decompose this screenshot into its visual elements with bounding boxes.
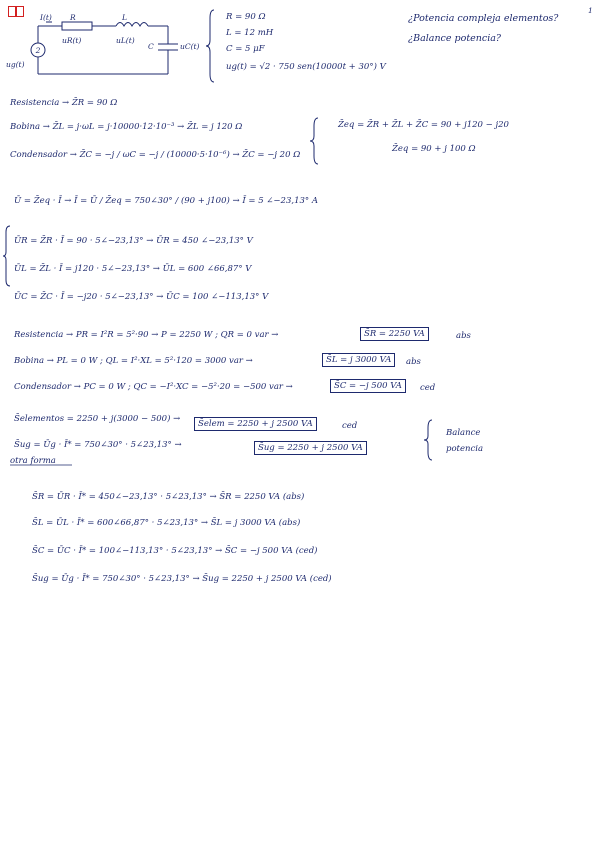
power-elements-tag: ced (342, 421, 358, 431)
question-power: ¿Potencia compleja elementos? (408, 13, 559, 24)
power-generator: S̄ug = Ūg · Ī* = 750∠30° · 5∠23,13° → (14, 440, 182, 450)
power-capacitor: Condensador → PC = 0 W ; QC = −I²·XC = −5²·20 = −500 var → (14, 382, 293, 392)
resistor-label: R (70, 13, 76, 22)
power-coil-result: S̄L = j 3000 VA (322, 353, 395, 367)
given-l: L = 12 mH (226, 28, 274, 38)
power-resistor: Resistencia → PR = I²R = 5²·90 → P = 2250 W ; QR = 0 var → (14, 330, 279, 340)
impedance-resistor: Resistencia → Z̄R = 90 Ω (10, 98, 118, 108)
alt-power-resistor: S̄R = ŪR · Ī* = 450∠−23,13° · 5∠23,13° → S̄R = 2250 VA (abs) (32, 492, 305, 502)
zeq-result: Z̄eq = 90 + j 100 Ω (392, 144, 476, 154)
current-label: I(t) (40, 13, 52, 22)
given-r: R = 90 Ω (226, 12, 266, 22)
balance-note-1: Balance (446, 428, 481, 438)
power-generator-result: S̄ug = 2250 + j 2500 VA (254, 441, 367, 455)
ur-label: uR(t) (62, 36, 82, 45)
zeq-sum: Z̄eq = Z̄R + Z̄L + Z̄C = 90 + j120 − j20 (338, 120, 509, 130)
power-resistor-tag: abs (456, 331, 471, 341)
power-elements-result: S̄elem = 2250 + j 2500 VA (194, 417, 317, 431)
given-c: C = 5 μF (226, 44, 265, 54)
power-capacitor-result: S̄C = −j 500 VA (330, 379, 406, 393)
power-elements-sum: S̄elementos = 2250 + j(3000 − 500) → (14, 414, 181, 424)
ug-label: ug(t) (6, 60, 25, 69)
power-resistor-result: S̄R = 2250 VA (360, 327, 429, 341)
alt-power-capacitor: S̄C = ŪC · Ī* = 100∠−113,13° · 5∠23,13° → S̄C = −j 500 VA (ced) (32, 546, 318, 556)
page-number: 1 (588, 6, 593, 15)
power-coil: Bobina → PL = 0 W ; QL = I²·XL = 5²·120 = 3000 var → (14, 356, 253, 366)
uc-label: uC(t) (180, 42, 200, 51)
power-capacitor-tag: ced (420, 383, 436, 393)
question-balance: ¿Balance potencia? (408, 33, 501, 44)
impedance-coil: Bobina → Z̄L = j·ωL = j·10000·12·10⁻³ → Z̄L = j 120 Ω (10, 122, 243, 132)
voltage-resistor: ŪR = Z̄R · Ī = 90 · 5∠−23,13° → ŪR = 450 ∠−23,13° V (14, 236, 253, 246)
alt-power-generator: S̄ug = Ūg · Ī* = 750∠30° · 5∠23,13° → S̄ug = 2250 + j 2500 VA (ced) (32, 574, 332, 584)
power-coil-tag: abs (406, 357, 421, 367)
ul-label: uL(t) (116, 36, 135, 45)
given-ug: ug(t) = √2 · 750 sen(10000t + 30°) V (226, 62, 386, 72)
alt-power-coil: S̄L = ŪL · Ī* = 600∠66,87° · 5∠23,13° → S̄L = j 3000 VA (abs) (32, 518, 301, 528)
capacitor-label: C (148, 42, 154, 51)
current-calculation: Ū = Z̄eq · Ī → Ī = Ū / Z̄eq = 750∠30° / (90 + j100) → Ī = 5 ∠−23,13° A (14, 196, 318, 206)
inductor-label: L (122, 13, 127, 22)
source-symbol: 2 (35, 46, 41, 55)
balance-note-2: potencia (446, 444, 484, 454)
voltage-capacitor: ŪC = Z̄C · Ī = −j20 · 5∠−23,13° → ŪC = 100 ∠−113,13° V (14, 292, 269, 302)
alt-method-title: otra forma (10, 456, 56, 466)
voltage-coil: ŪL = Z̄L · Ī = j120 · 5∠−23,13° → ŪL = 600 ∠66,87° V (14, 264, 252, 274)
impedance-capacitor: Condensador → Z̄C = −j / ωC = −j / (10000·5·10⁻⁶) → Z̄C = −j 20 Ω (10, 150, 301, 160)
